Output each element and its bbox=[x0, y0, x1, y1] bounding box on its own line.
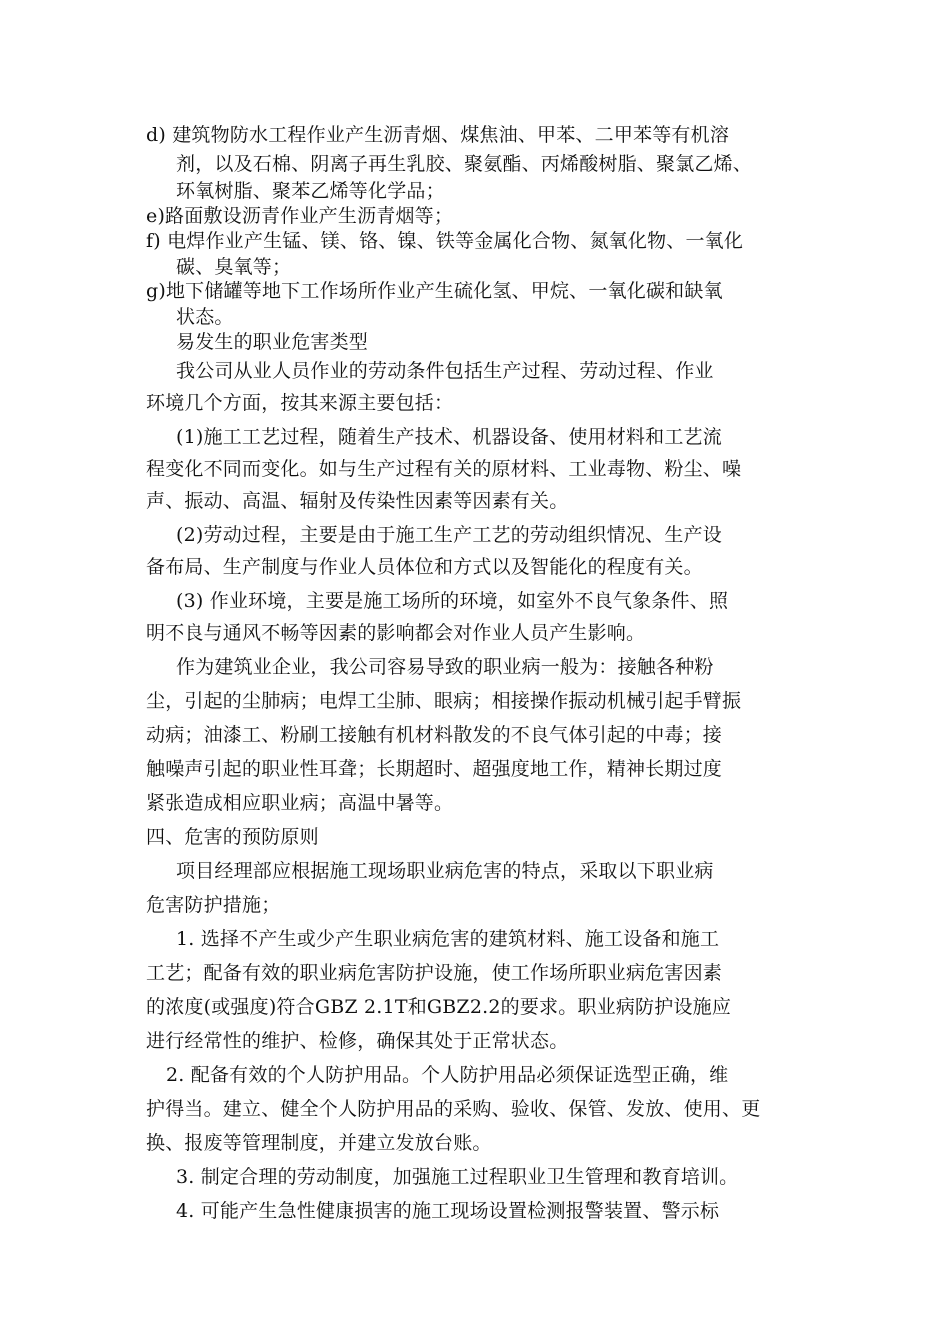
list-item-f-line-2: 碳、臭氧等； bbox=[176, 256, 292, 278]
list-item-d-line-3: 环氧树脂、聚苯乙烯等化学品； bbox=[176, 180, 445, 202]
measure-1-line-1: 1. 选择不产生或少产生职业病危害的建筑材料、施工设备和施工 bbox=[176, 928, 720, 950]
measure-4-line-1: 4. 可能产生急性健康损害的施工现场设置检测报警装置、警示标 bbox=[176, 1200, 720, 1222]
para-intro-line-2: 环境几个方面，按其来源主要包括： bbox=[146, 392, 454, 414]
para-diseases-line-5: 紧张造成相应职业病；高温中暑等。 bbox=[146, 792, 454, 814]
para-3-line-2: 明不良与通风不畅等因素的影响都会对作业人员产生影响。 bbox=[146, 622, 646, 644]
list-item-g-line-2: 状态。 bbox=[176, 306, 234, 328]
measure-1-line-2: 工艺；配备有效的职业病危害防护设施，使工作场所职业病危害因素 bbox=[146, 962, 723, 984]
measure-1-line-4: 进行经常性的维护、检修，确保其处于正常状态。 bbox=[146, 1030, 569, 1052]
para-1-line-3: 声、振动、高温、辐射及传染性因素等因素有关。 bbox=[146, 490, 569, 512]
para-diseases-line-2: 尘，引起的尘肺病；电焊工尘肺、眼病；相接操作振动机械引起手臂振 bbox=[146, 690, 742, 712]
heading-section-4: 四、危害的预防原则 bbox=[146, 826, 319, 848]
para-diseases-line-4: 触噪声引起的职业性耳聋；长期超时、超强度地工作，精神长期过度 bbox=[146, 758, 723, 780]
para-measures-intro-line-1: 项目经理部应根据施工现场职业病危害的特点，采取以下职业病 bbox=[176, 860, 714, 882]
measure-2-line-2: 护得当。建立、健全个人防护用品的采购、验收、保管、发放、使用、更 bbox=[146, 1098, 761, 1120]
heading-hazard-types: 易发生的职业危害类型 bbox=[176, 331, 369, 353]
para-2-line-1: (2)劳动过程，主要是由于施工生产工艺的劳动组织情况、生产设 bbox=[176, 524, 722, 546]
para-2-line-2: 备布局、生产制度与作业人员体位和方式以及智能化的程度有关。 bbox=[146, 556, 703, 578]
list-item-e-line-1: e)路面敷设沥青作业产生沥青烟等； bbox=[146, 205, 454, 227]
para-1-line-2: 程变化不同而变化。如与生产过程有关的原材料、工业毒物、粉尘、噪 bbox=[146, 458, 742, 480]
measure-2-line-3: 换、报废等管理制度，并建立发放台账。 bbox=[146, 1132, 492, 1154]
para-1-line-1: (1)施工工艺过程，随着生产技术、机器设备、使用材料和工艺流 bbox=[176, 426, 722, 448]
list-item-f-line-1: f) 电焊作业产生锰、镁、铬、镍、铁等金属化合物、氮氧化物、一氧化 bbox=[146, 230, 744, 252]
para-diseases-line-3: 动病；油漆工、粉刷工接触有机材料散发的不良气体引起的中毒；接 bbox=[146, 724, 723, 746]
para-3-line-1: (3) 作业环境，主要是施工场所的环境，如室外不良气象条件、照 bbox=[176, 590, 729, 612]
measure-3-line-1: 3. 制定合理的劳动制度，加强施工过程职业卫生管理和教育培训。 bbox=[176, 1166, 739, 1188]
para-measures-intro-line-2: 危害防护措施； bbox=[146, 894, 281, 916]
list-item-d-line-2: 剂，以及石棉、阴离子再生乳胶、聚氨酯、丙烯酸树脂、聚氯乙烯、 bbox=[176, 153, 753, 175]
list-item-d-line-1: d) 建筑物防水工程作业产生沥青烟、煤焦油、甲苯、二甲苯等有机溶 bbox=[146, 124, 730, 146]
para-intro-line-1: 我公司从业人员作业的劳动条件包括生产过程、劳动过程、作业 bbox=[176, 360, 714, 382]
list-item-g-line-1: g)地下储罐等地下工作场所作业产生硫化氢、甲烷、一氧化碳和缺氧 bbox=[146, 280, 723, 302]
measure-1-line-3: 的浓度(或强度)符合GBZ 2.1T和GBZ2.2的要求。职业病防护设施应 bbox=[146, 996, 732, 1018]
para-diseases-line-1: 作为建筑业企业，我公司容易导致的职业病一般为：接触各种粉 bbox=[176, 656, 714, 678]
measure-2-line-1: 2. 配备有效的个人防护用品。个人防护用品必须保证选型正确，维 bbox=[166, 1064, 729, 1086]
